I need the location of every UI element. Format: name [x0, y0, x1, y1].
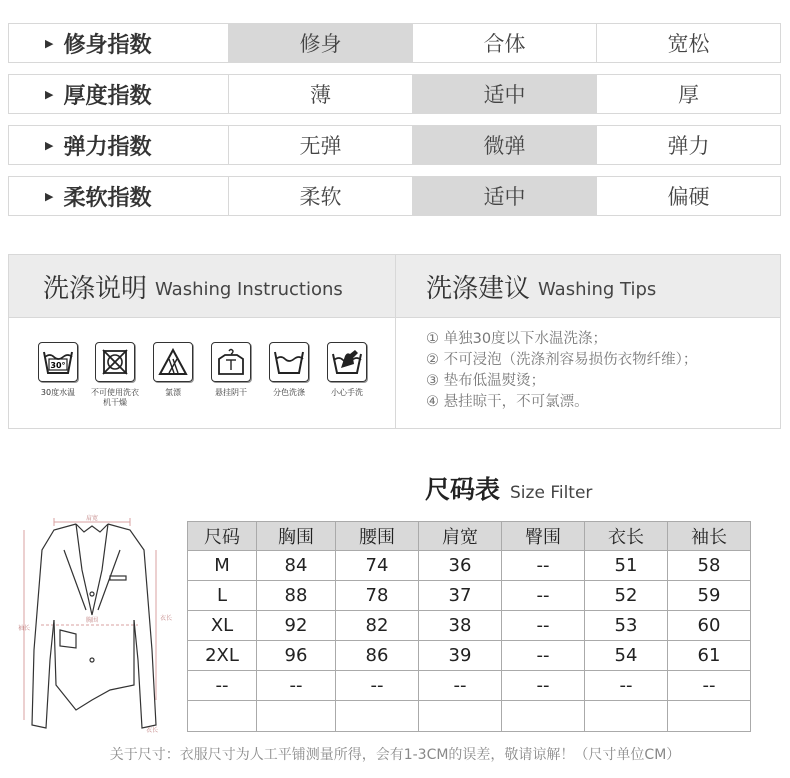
washing-panel: [8, 254, 781, 429]
size-header-cell: 腰围: [336, 522, 419, 551]
size-cell: 2XL: [188, 641, 257, 671]
size-cell: --: [502, 671, 585, 701]
diagram-length-label: 衣长: [160, 615, 173, 622]
size-title-en: Size Filter: [510, 483, 593, 503]
diagram-sleeve-label: 袖长: [18, 625, 31, 632]
washing-tips-list: [426, 329, 697, 413]
size-cell: [188, 701, 257, 732]
size-header-cell: 臀围: [502, 522, 585, 551]
index-label: [9, 177, 228, 215]
index-label: [9, 75, 228, 113]
size-cell: XL: [188, 611, 257, 641]
size-cell: 82: [336, 611, 419, 641]
index-row: [8, 176, 781, 216]
washing-tips-title-zh: 洗涤建议: [426, 273, 531, 304]
diagram-shoulder-label: 肩宽: [85, 515, 99, 522]
index-option: 微弹: [412, 126, 596, 164]
hang-dry-icon: [211, 342, 251, 382]
triangle-right-icon: ▶: [45, 189, 54, 203]
tip-item: ② 不可浸泡（洗涤剂容易损伤衣物纤维）；: [426, 352, 698, 368]
index-option: 宽松: [596, 24, 780, 62]
diagram-chest-label: 胸围: [85, 617, 99, 624]
index-row: [8, 125, 781, 165]
index-label-text: 弹力指数: [63, 134, 152, 160]
washing-tips-header: [396, 255, 780, 317]
care-label: 小心手洗: [331, 388, 363, 397]
washing-header-line: [9, 317, 780, 318]
size-cell: --: [419, 671, 502, 701]
washing-instructions-title-zh: 洗涤说明: [43, 273, 148, 304]
size-title-zh: 尺码表: [425, 475, 501, 504]
no-machine-dry-icon: [95, 342, 135, 382]
tip-item: ① 单独30度以下水温洗涤；: [426, 331, 608, 347]
tip-item: ④ 悬挂晾干，不可氯漂。: [426, 394, 589, 410]
size-row: [188, 701, 751, 732]
hand-wash-icon: [327, 342, 367, 382]
washing-instructions-title-en: Washing Instructions: [155, 278, 343, 300]
index-option: 偏硬: [596, 177, 780, 215]
wash-temp-symbol: 30°: [50, 361, 66, 370]
triangle-right-icon: ▶: [45, 36, 54, 50]
washing-tips-title-en: Washing Tips: [538, 278, 657, 300]
size-cell: 39: [419, 641, 502, 671]
care-item-separate-wash: [259, 342, 319, 398]
triangle-right-icon: ▶: [45, 87, 54, 101]
size-cell: [502, 701, 585, 732]
index-option: 弹力: [596, 126, 780, 164]
size-cell: 61: [668, 641, 751, 671]
care-label: 不可使用洗衣机干燥: [91, 388, 139, 407]
size-cell: 92: [257, 611, 336, 641]
size-cell: 37: [419, 581, 502, 611]
size-cell: 54: [585, 641, 668, 671]
size-cell: 84: [257, 551, 336, 581]
care-item-bleach: [143, 342, 203, 398]
size-cell: [585, 701, 668, 732]
index-label-text: 厚度指数: [63, 83, 152, 109]
size-cell: 36: [419, 551, 502, 581]
index-option: 无弹: [228, 126, 412, 164]
size-cell: 51: [585, 551, 668, 581]
size-row: [188, 671, 751, 701]
size-cell: 60: [668, 611, 751, 641]
separate-wash-icon: [269, 342, 309, 382]
index-label-text: 柔软指数: [63, 185, 152, 211]
size-cell: --: [502, 581, 585, 611]
size-cell: 96: [257, 641, 336, 671]
size-row: [188, 641, 751, 671]
size-cell: --: [502, 551, 585, 581]
tip-item: ③ 垫布低温熨烫；: [426, 373, 546, 389]
care-label: 氯漂: [165, 388, 181, 397]
size-cell: [419, 701, 502, 732]
size-chart-title: [425, 470, 592, 506]
size-cell: 88: [257, 581, 336, 611]
triangle-right-icon: ▶: [45, 138, 54, 152]
size-header-cell: 袖长: [668, 522, 751, 551]
size-header-cell: 衣长: [585, 522, 668, 551]
care-item-hand-wash: [317, 342, 377, 398]
size-cell: [257, 701, 336, 732]
size-table-header: [188, 522, 751, 551]
size-cell: M: [188, 551, 257, 581]
index-option: 合体: [412, 24, 596, 62]
size-header-cell: 尺码: [188, 522, 257, 551]
washing-instructions-header: [9, 255, 395, 317]
size-cell: --: [188, 671, 257, 701]
index-option: 厚: [596, 75, 780, 113]
size-cell: --: [585, 671, 668, 701]
size-cell: --: [336, 671, 419, 701]
size-cell: [336, 701, 419, 732]
diagram-hem-label: 衣长: [146, 727, 159, 734]
size-cell: 38: [419, 611, 502, 641]
index-option: 柔软: [228, 177, 412, 215]
index-label-text: 修身指数: [63, 32, 152, 58]
index-option: 适中: [412, 177, 596, 215]
size-row: [188, 581, 751, 611]
index-label: [9, 24, 228, 62]
size-footnote: 关于尺寸：衣服尺寸为人工平铺测量所得，会有1-3CM的误差，敬请谅解！（尺寸单位CM）: [109, 747, 681, 763]
care-label: 30度水温: [40, 388, 76, 397]
care-label: 悬挂阴干: [215, 388, 247, 397]
size-cell: [668, 701, 751, 732]
care-item-hang-dry: [201, 342, 261, 398]
size-cell: --: [257, 671, 336, 701]
size-cell: 53: [585, 611, 668, 641]
care-label: 分色洗涤: [273, 388, 305, 397]
bleach-icon: [153, 342, 193, 382]
jacket-diagram: [6, 510, 186, 740]
care-item-no-machine-dry: [85, 342, 145, 408]
index-option: 适中: [412, 75, 596, 113]
index-row: [8, 23, 781, 63]
care-item-wash-30: [28, 342, 88, 398]
size-cell: 52: [585, 581, 668, 611]
size-cell: 78: [336, 581, 419, 611]
size-cell: 86: [336, 641, 419, 671]
size-cell: 74: [336, 551, 419, 581]
index-option: 修身: [228, 24, 412, 62]
size-table: [187, 521, 751, 732]
size-header-cell: 肩宽: [419, 522, 502, 551]
size-cell: --: [502, 641, 585, 671]
size-row: [188, 611, 751, 641]
index-label: [9, 126, 228, 164]
washing-divider: [395, 255, 396, 428]
index-row: [8, 74, 781, 114]
wash-30-icon: [38, 342, 78, 382]
size-cell: --: [502, 611, 585, 641]
size-cell: L: [188, 581, 257, 611]
size-row: [188, 551, 751, 581]
size-cell: 58: [668, 551, 751, 581]
index-option: 薄: [228, 75, 412, 113]
size-cell: 59: [668, 581, 751, 611]
size-cell: --: [668, 671, 751, 701]
size-header-cell: 胸围: [257, 522, 336, 551]
